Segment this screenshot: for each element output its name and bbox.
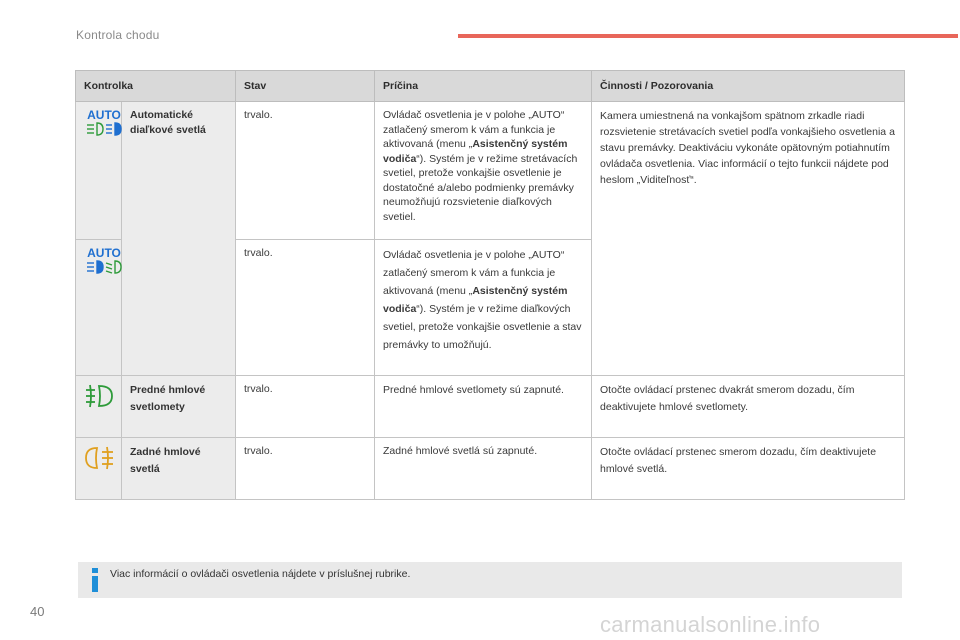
table-header-row <box>76 71 905 102</box>
svg-text:AUTO: AUTO <box>87 246 121 260</box>
icon-cell <box>76 438 122 500</box>
cause-text: Ovládač osvetlenia je v polohe „AUTO“ zatlačený smerom k vám a funkcia je aktivovaná (menu „ <box>383 109 565 150</box>
indicator-name: Predné hmlové svetlomety <box>122 376 236 438</box>
column-header-kontrolka: Kontrolka <box>76 71 236 102</box>
state-cell: trvalo. <box>236 438 375 500</box>
state-cell: trvalo. <box>236 240 375 376</box>
cause-cell: Predné hmlové svetlomety sú zapnuté. <box>375 376 592 438</box>
cause-text: Ovládač osvetlenia je v polohe „AUTO“ zatlačený smerom k vám a funkcia je aktivovaná (menu „ <box>383 249 565 297</box>
info-text: Viac informácií o ovládači osvetlenia nájdete v príslušnej rubrike. <box>110 568 411 580</box>
cause-text-end: “). Systém je v režime diaľkových svetiel, pretože vonkajšie osvetlenie a stav premávky to umožňujú. <box>383 303 582 351</box>
action-cell: Otočte ovládací prstenec dvakrát smerom dozadu, čím deaktivujete hmlové svetlomety. <box>592 376 905 438</box>
watermark: carmanualsonline.info <box>600 612 821 637</box>
cause-text-end: “). Systém je v režime stretávacích svetiel, pretože vonkajšie osvetlenie je dostatočné a/alebo podmienky premávky neumožňujú rozsvietenie diaľkových svetiel. <box>383 152 578 223</box>
state-cell: trvalo. <box>236 102 375 240</box>
column-header-cinnosti: Činnosti / Pozorovania <box>592 71 905 102</box>
front-fog-light-icon <box>84 382 116 415</box>
section-title: Kontrola chodu <box>76 28 160 42</box>
cause-menu-name: Asistenčný systém vodiča <box>383 285 568 315</box>
table-row <box>76 102 905 240</box>
info-icon <box>88 567 102 593</box>
action-cell: Otočte ovládací prstenec smerom dozadu, čím deaktivujete hmlové svetlá. <box>592 438 905 500</box>
icon-cell <box>76 376 122 438</box>
indicator-table <box>75 70 905 500</box>
icon-cell <box>76 240 122 376</box>
cause-cell: Zadné hmlové svetlá sú zapnuté. <box>375 438 592 500</box>
column-header-stav: Stav <box>236 71 375 102</box>
column-header-pricina: Príčina <box>375 71 592 102</box>
info-note <box>78 562 902 598</box>
table-row <box>76 376 905 438</box>
svg-text:AUTO: AUTO <box>87 108 121 122</box>
cause-cell <box>375 102 592 240</box>
table-row <box>76 438 905 500</box>
indicator-name: Zadné hmlové svetlá <box>122 438 236 500</box>
cause-cell <box>375 240 592 376</box>
rear-fog-light-icon <box>84 444 116 477</box>
cause-menu-name: Asistenčný systém vodiča <box>383 138 568 165</box>
page-number: 40 <box>30 604 45 619</box>
auto-high-beam-icon <box>84 108 124 145</box>
state-cell: trvalo. <box>236 376 375 438</box>
action-cell: Kamera umiestnená na vonkajšom spätnom zrkadle riadi rozsvietenie stretávacích svetiel podľa vonkajšieho osvetlenia a stavu premávky. Deaktiváciu vykonáte opätovným potiahnutím ovládača osvetlenia. Viac informácií o tejto funkcii nájdete pod heslom „Viditeľnosť“. <box>592 102 905 376</box>
indicator-name: Automatické diaľkové svetlá <box>122 102 236 376</box>
icon-cell <box>76 102 122 240</box>
auto-low-beam-icon <box>84 246 124 283</box>
header-accent-rule <box>458 34 958 38</box>
